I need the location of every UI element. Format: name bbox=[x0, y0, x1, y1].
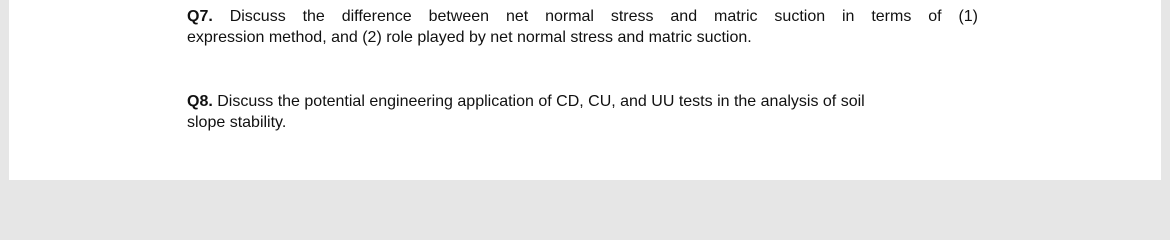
question-number: Q7. bbox=[187, 8, 213, 25]
document-page bbox=[9, 0, 1161, 180]
question-text: slope stability. bbox=[187, 114, 287, 131]
question-q7 bbox=[187, 6, 987, 48]
question-text: Discuss the potential engineering application of CD, CU, and UU tests in the analysis of soil bbox=[217, 93, 865, 110]
question-line bbox=[187, 91, 987, 112]
question-text: Discuss the difference between net normal stress and matric suction in terms of (1) bbox=[229, 8, 978, 25]
question-q8 bbox=[187, 91, 987, 133]
question-number: Q8. bbox=[187, 93, 213, 110]
question-text: expression method, and (2) role played by net normal stress and matric suction. bbox=[187, 29, 752, 46]
question-line bbox=[187, 6, 978, 27]
